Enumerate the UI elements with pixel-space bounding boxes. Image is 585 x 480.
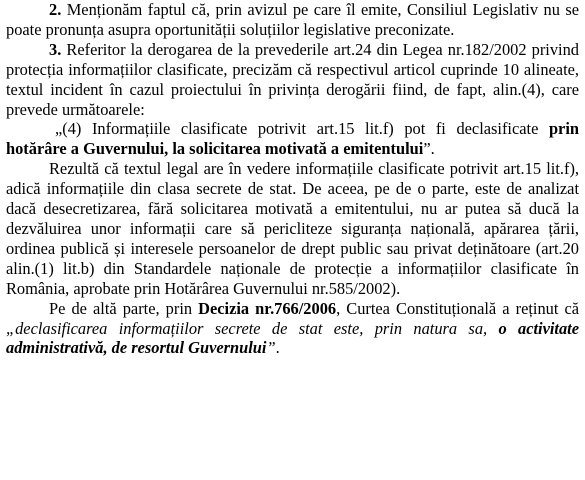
quote-text: „(4) Informațiile clasificate potrivit art.15 lit.f) pot fi declasificate [55, 119, 549, 139]
quote-close: ”. [423, 139, 435, 159]
paragraph-text: Referitor la derogarea de la prevederile art.24 din Legea nr.182/2002 privind protecția informațiilor clasificate, precizăm că respectivul articol cuprinde 10 alineate, textul incident în cazul proiectului în privința derogării fiind, de fapt, alin.(4), care prevede următoarele: [6, 39, 579, 119]
quote-bold-text: prin hotărâre a Guvernului, la solicitarea motivată a emitentului [6, 119, 579, 159]
legal-quote [6, 119, 579, 159]
paragraph-4 [6, 159, 579, 298]
paragraph-text: Menționăm faptul că, prin avizul pe care îl emite, Consiliul Legislativ nu se poate pronunța asupra oportunității soluțiilor legislative preconizate. [6, 0, 579, 39]
decision-reference: Decizia nr.766/2006 [198, 298, 337, 318]
paragraph-3 [6, 40, 579, 120]
paragraph-text: Pe de altă parte, prin [49, 298, 199, 318]
paragraph-5 [6, 299, 579, 359]
paragraph-number: 3. [49, 39, 62, 59]
paragraph-text: , Curtea Constituțională a reținut că [336, 298, 580, 318]
paragraph-number: 2. [49, 0, 62, 19]
paragraph-2 [6, 0, 579, 40]
paragraph-end: . [275, 338, 280, 358]
court-quote-italic: „declasificarea informațiilor secrete de stat este, prin natura sa, [6, 318, 499, 338]
court-quote-bold-italic: o activitate administrativă, de resortul Guvernului [6, 318, 579, 358]
paragraph-text: Rezultă că textul legal are în vedere informațiile clasificate potrivit art.15 lit.f), adică informațiile din clasa secrete de stat. De aceea, pe de o parte, este de analizat dacă desecretizarea, fără solicitarea motivată a emitentului, nu ar putea să ducă la dezvăluirea unor informații care să pericliteze siguranța națională, apărarea țării, ordinea publică și interesele persoanelor de drept public sau privat deținătoare (art.20 alin.(1) lit.b) din Standardele naționale de protecție a informațiilor clasificate în România, aprobate prin Hotărârea Guvernului nr.585/2002). [6, 159, 579, 298]
court-quote-close: ” [266, 338, 276, 358]
